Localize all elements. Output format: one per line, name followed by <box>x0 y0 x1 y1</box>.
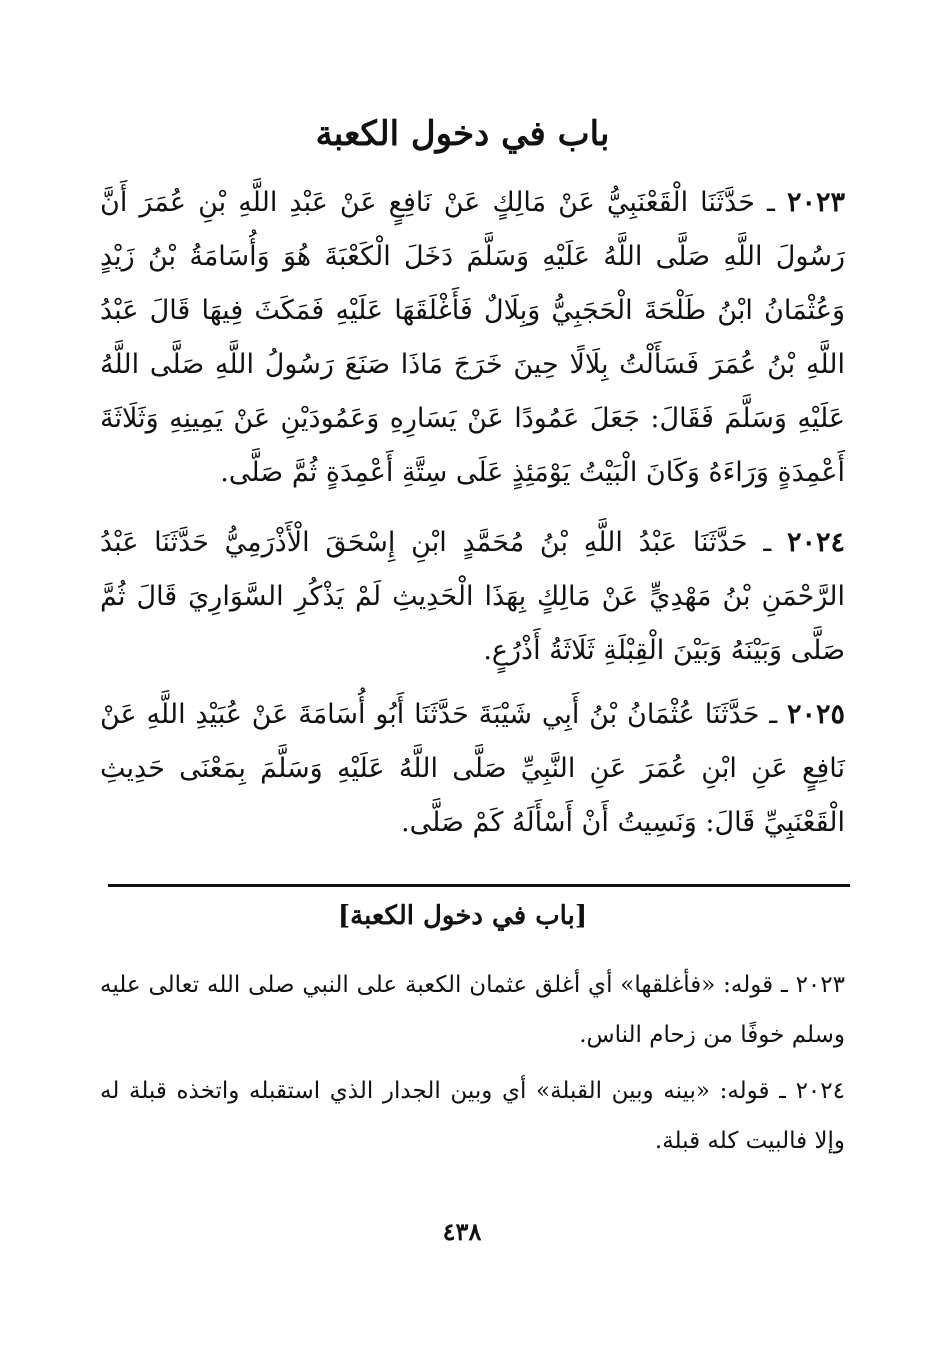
footnote-number: ٢٠٢٤ <box>795 1078 845 1104</box>
hadith-text: ـ حَدَّثَنَا عُثْمَانُ بْنُ أَبِي شَيْبَةَ حَدَّثَنَا أَبُو أُسَامَةَ عَنْ عُبَيْدِ اللَّهِ عَنْ نَافِعٍ عَنِ ابْنِ عُمَرَ عَنِ النَّبِيِّ صَلَّى اللَّهُ عَلَيْهِ وَسَلَّمَ بِمَعْنَى حَدِيثِ الْقَعْنَبِيِّ قَالَ: وَنَسِيتُ أَنْ أَسْأَلَهُ كَمْ صَلَّى. <box>100 699 845 838</box>
footnote-divider <box>108 884 850 887</box>
hadith-number: ٢٠٢٥ <box>786 699 845 730</box>
footnote-2023 <box>100 960 845 1060</box>
hadith-number: ٢٠٢٤ <box>786 527 845 558</box>
hadith-text: ـ حَدَّثَنَا عَبْدُ اللَّهِ بْنُ مُحَمَّدٍ ابْنِ إِسْحَقَ الْأَذْرَمِيُّ حَدَّثَنَا عَبْدُ الرَّحْمَنِ بْنُ مَهْدِيٍّ عَنْ مَالِكٍ بِهَذَا الْحَدِيثِ لَمْ يَذْكُرِ السَّوَارِيَ قَالَ ثُمَّ صَلَّى وَبَيْنَهُ وَبَيْنَ الْقِبْلَةِ ثَلَاثَةُ أَذْرُعٍ. <box>100 527 845 666</box>
hadith-2023 <box>100 176 845 500</box>
footnote-2024 <box>100 1066 845 1166</box>
hadith-2025 <box>100 688 845 850</box>
hadith-2024 <box>100 516 845 678</box>
footnote-text: ـ قوله: «فأغلقها» أي أغلق عثمان الكعبة على النبي صلى الله تعالى عليه وسلم خوفًا من زحام الناس. <box>100 972 845 1048</box>
hadith-text: ـ حَدَّثَنَا الْقَعْنَبِيُّ عَنْ مَالِكٍ عَنْ نَافِعٍ عَنْ عَبْدِ اللَّهِ بْنِ عُمَرَ أَنَّ رَسُولَ اللَّهِ صَلَّى اللَّهُ عَلَيْهِ وَسَلَّمَ دَخَلَ الْكَعْبَةَ هُوَ وَأُسَامَةُ بْنُ زَيْدٍ وَعُثْمَانُ ابْنُ طَلْحَةَ الْحَجَبِيُّ وَبِلَالٌ فَأَغْلَقَهَا عَلَيْهِ فَمَكَثَ فِيهَا قَالَ عَبْدُ اللَّهِ بْنُ عُمَرَ فَسَأَلْتُ بِلَالًا حِينَ خَرَجَ مَاذَا صَنَعَ رَسُولُ اللَّهِ صَلَّى اللَّهُ عَلَيْهِ وَسَلَّمَ فَقَالَ: جَعَلَ عَمُودًا عَنْ يَسَارِهِ وَعَمُودَيْنِ عَنْ يَمِينِهِ وَثَلَاثَةَ أَعْمِدَةٍ وَرَاءَهُ وَكَانَ الْبَيْتُ يَوْمَئِذٍ عَلَى سِتَّةِ أَعْمِدَةٍ ثُمَّ صَلَّى. <box>100 187 845 488</box>
footnote-number: ٢٠٢٣ <box>795 972 845 998</box>
hadith-number: ٢٠٢٣ <box>786 187 845 218</box>
chapter-title: باب في دخول الكعبة <box>315 114 610 154</box>
page-number: ٤٣٨ <box>442 1217 482 1246</box>
footnote-section-title: [باب في دخول الكعبة] <box>337 901 588 931</box>
footnote-text: ـ قوله: «بينه وبين القبلة» أي وبين الجدار الذي استقبله واتخذه قبلة له وإلا فالبيت كله قبلة. <box>100 1078 845 1154</box>
